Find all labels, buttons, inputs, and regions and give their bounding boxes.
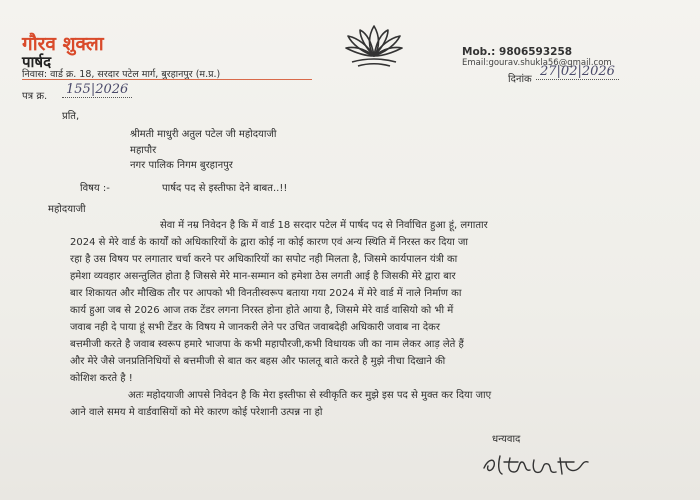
recipient-office: नगर पालिक निगम बुरहानपुर: [130, 160, 233, 171]
body-line: अतः महोदयाजी आपसे निवेदन है कि मेरा इस्तीफा से स्वीकृति कर मुझे इस पद से मुक्त कर दिया जाए: [128, 390, 492, 401]
sender-designation: पार्षद: [22, 53, 52, 71]
body-line: कार्य हुआ जब से 2026 आज तक टेंडर लगना निरस्त होना होते आया है, जिसमे मेरे वार्ड वासियो को भी में: [70, 305, 454, 316]
date-value: 27|02|2026: [536, 64, 619, 80]
body-line: बार शिकायत और मौखिक तौर पर आपको भी विनतीस्वरूप बताया गया 2024 में मेरे वार्ड में नाले निर्माण का: [70, 288, 462, 299]
lotus-icon: [338, 18, 410, 70]
body-line: आने वाले समय मे वार्डवासियों को मेरे कारण कोई परेशानी उत्पन्न ना हो: [70, 407, 323, 418]
sender-address: निवास: वार्ड क्र. 18, सरदार पटेल मार्ग, बुरहानपुर (म.प्र.): [22, 69, 221, 80]
body-line: 2024 से मेरे वार्ड के कार्यों को अधिकारियों के द्वारा कोई ना कोई कारण एवं अन्य स्थिति में निरस्त कर दिया जा: [70, 237, 468, 248]
header-divider: [22, 79, 312, 80]
reference-value: 155|2026: [62, 82, 132, 98]
body-line: कोशिश करते है !: [70, 373, 133, 384]
closing-thanks: धन्यवाद: [492, 434, 521, 445]
body-line: रहा है उस विषय पर लगातार चर्चा करने पर अधिकारियों का सपोट नही मिलता है, जिसमे कार्यपालन यंत्री का: [70, 254, 458, 265]
body-line: बत्तमीजी करते है जवाब स्वरूप हमारे भाजपा के कभी महापौरजी,कभी विधायक जी का नाम लेकर आड़ लेते हैं: [70, 339, 464, 350]
signature: [478, 448, 598, 480]
subject-label: विषय :-: [80, 183, 110, 194]
body-line: हमेशा व्यवहार असन्तुलित होता है जिससे मेरे मान-सम्मान को हमेशा ठेस लगती आई है जिसकी मेरे द्वारा बार: [70, 271, 456, 282]
recipient-title: महापौर: [130, 145, 157, 156]
salutation: महोदयाजी: [48, 204, 86, 215]
sender-name: गौरव शुक्ला: [22, 33, 104, 55]
reference-label: पत्र क्र.: [22, 91, 48, 102]
recipient-name: श्रीमती माधुरी अतुल पटेल जी महोदयाजी: [130, 129, 277, 140]
body-line: जवाब नही दे पाया हूं सभी टेंडर के विषय मे जानकरी लेने पर उचित जवाबदेही अधिकारी जवाब ना देकर: [70, 322, 440, 333]
date-label: दिनांक: [508, 74, 532, 85]
email-address: Email:gourav.shukla56@gmail.com: [462, 58, 612, 68]
subject-text: पार्षद पद से इस्तीफा देने बाबत..!!: [162, 183, 288, 194]
body-line: और मेरे जैसे जनप्रतिनिधियों से बत्तमीजी से बात कर बहस और फालतू बाते करते है मुझे नीचा दिखाने की: [70, 356, 446, 367]
body-line: सेवा में नम्र निवेदन है कि में वार्ड 18 सरदार पटेल में पार्षद पद से निर्वाचित हुआ हूं, लगातार: [160, 220, 488, 231]
mobile-number: Mob.: 9806593258: [462, 46, 573, 58]
recipient-prati: प्रति,: [62, 111, 80, 122]
